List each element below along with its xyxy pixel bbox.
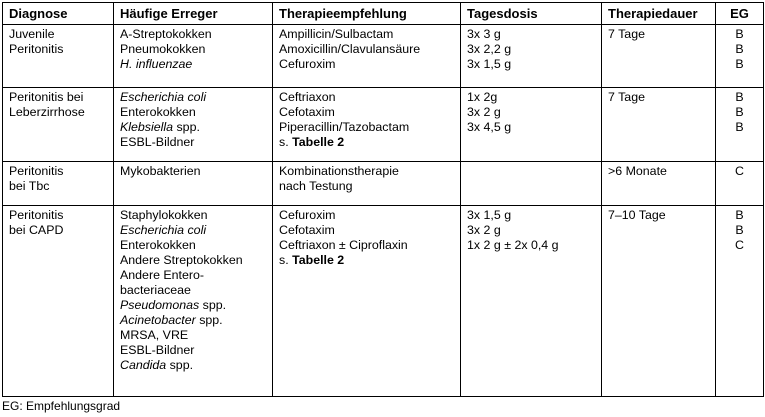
erreger-item — [120, 298, 266, 313]
eg-item: B — [735, 208, 744, 222]
erreger-italic: Candida — [120, 358, 167, 372]
eg-item: B — [735, 223, 744, 237]
cell-therapie — [273, 88, 461, 162]
eg-item: C — [735, 238, 744, 252]
header-eg: EG — [716, 3, 764, 25]
therapie-item: Cefotaxim — [279, 105, 335, 119]
cell-dauer — [602, 206, 716, 397]
dosis-item: 3x 2 g — [467, 105, 501, 119]
dosis-item: 3x 1,5 g — [467, 208, 512, 222]
erreger-item — [120, 313, 266, 328]
erreger-item — [120, 223, 266, 238]
erreger-item: ESBL-Bildner — [120, 135, 195, 149]
dauer-item: 7 Tage — [608, 27, 645, 41]
table-row — [3, 25, 764, 88]
therapy-table — [2, 2, 764, 397]
erreger-item: Enterokokken — [120, 105, 196, 119]
dosis-item: 1x 2 g ± 2x 0,4 g — [467, 238, 559, 252]
header-therapie: Therapieempfehlung — [273, 3, 461, 25]
dosis-item: 3x 1,5 g — [467, 57, 512, 71]
diagnose-line: Peritonitis — [9, 164, 64, 178]
eg-item: C — [735, 164, 744, 178]
cell-eg — [716, 88, 764, 162]
reference-prefix: s. — [279, 253, 293, 267]
erreger-item: Enterokokken — [120, 238, 196, 252]
erreger-item — [120, 120, 266, 135]
erreger-item: ESBL-Bildner — [120, 343, 195, 357]
erreger-italic: Escherichia coli — [120, 223, 207, 237]
erreger-item: Andere Streptokokken — [120, 253, 243, 267]
therapie-item: Cefuroxim — [279, 57, 336, 71]
cell-dauer — [602, 88, 716, 162]
dosis-item: 1x 2g — [467, 90, 498, 104]
diagnose-line: Juvenile — [9, 27, 55, 41]
therapie-item: Cefotaxim — [279, 223, 335, 237]
therapie-item: Amoxicillin/Clavulansäure — [279, 42, 421, 56]
reference-table-link: Tabelle 2 — [292, 135, 345, 149]
therapie-item: Cefuroxim — [279, 208, 336, 222]
therapie-item: Ceftriaxon — [279, 90, 336, 104]
therapie-item: Piperacillin/Tazobactam — [279, 120, 410, 134]
eg-item: B — [735, 120, 744, 134]
erreger-italic: Escherichia coli — [120, 90, 207, 104]
cell-dosis — [461, 206, 602, 397]
diagnose-line: Peritonitis bei — [9, 90, 84, 104]
cell-dauer — [602, 162, 716, 206]
header-erreger: Häufige Erreger — [114, 3, 273, 25]
erreger-item: MRSA, VRE — [120, 328, 189, 342]
therapie-item: Ceftriaxon ± Ciproflaxin — [279, 238, 408, 252]
eg-item: B — [735, 42, 744, 56]
erreger-suffix: spp. — [199, 298, 227, 312]
header-therapiedauer: Therapiedauer — [602, 3, 716, 25]
cell-eg — [716, 25, 764, 88]
cell-dosis — [461, 162, 602, 206]
erreger-italic: H. influenzae — [120, 57, 193, 71]
dauer-item: >6 Monate — [608, 164, 667, 178]
diagnose-line: Peritonitis — [9, 208, 64, 222]
dosis-item: 3x 2,2 g — [467, 42, 512, 56]
eg-item: B — [735, 27, 744, 41]
dauer-item: 7 Tage — [608, 90, 645, 104]
header-diagnose: Diagnose — [3, 3, 114, 25]
erreger-suffix: spp. — [166, 358, 194, 372]
table-row — [3, 88, 764, 162]
eg-item: B — [735, 90, 744, 104]
therapie-reference — [279, 253, 454, 268]
cell-therapie — [273, 206, 461, 397]
erreger-item — [120, 90, 266, 105]
erreger-item: Pneumokokken — [120, 42, 206, 56]
cell-erreger — [114, 88, 273, 162]
eg-item: B — [735, 57, 744, 71]
table-footnote: EG: Empfehlungsgrad — [2, 399, 121, 413]
cell-dauer — [602, 25, 716, 88]
erreger-italic: Klebsiella — [120, 120, 174, 134]
cell-diagnose — [3, 25, 114, 88]
therapie-item: Kombinationstherapie — [279, 164, 399, 178]
dosis-item: 3x 3 g — [467, 27, 501, 41]
cell-erreger — [114, 206, 273, 397]
erreger-item: Mykobakterien — [120, 164, 201, 178]
dauer-item: 7–10 Tage — [608, 208, 666, 222]
therapie-item: Ampillicin/Sulbactam — [279, 27, 394, 41]
erreger-item: Andere Entero- — [120, 268, 205, 282]
cell-diagnose — [3, 206, 114, 397]
erreger-italic: Acinetobacter — [120, 313, 196, 327]
erreger-item — [120, 358, 266, 373]
erreger-item: Staphylokokken — [120, 208, 208, 222]
cell-diagnose — [3, 88, 114, 162]
diagnose-line: Leberzirrhose — [9, 105, 85, 119]
table-header-row — [3, 3, 764, 25]
erreger-item: A-Streptokokken — [120, 27, 212, 41]
cell-therapie — [273, 162, 461, 206]
therapie-reference — [279, 135, 454, 150]
header-tagesdosis: Tagesdosis — [461, 3, 602, 25]
erreger-suffix: spp. — [173, 120, 200, 134]
dosis-item: 3x 4,5 g — [467, 120, 512, 134]
erreger-item: bacteriaceae — [120, 283, 191, 297]
erreger-item — [120, 57, 266, 72]
cell-eg — [716, 162, 764, 206]
cell-dosis — [461, 25, 602, 88]
table-row — [3, 206, 764, 397]
cell-dosis — [461, 88, 602, 162]
reference-table-link: Tabelle 2 — [292, 253, 345, 267]
diagnose-line: bei Tbc — [9, 179, 50, 193]
cell-diagnose — [3, 162, 114, 206]
erreger-italic: Pseudomonas — [120, 298, 200, 312]
diagnose-line: Peritonitis — [9, 42, 64, 56]
cell-erreger — [114, 162, 273, 206]
eg-item: B — [735, 105, 744, 119]
table-row — [3, 162, 764, 206]
reference-prefix: s. — [279, 135, 293, 149]
diagnose-line: bei CAPD — [9, 223, 64, 237]
dosis-item: 3x 2 g — [467, 223, 501, 237]
therapie-item: nach Testung — [279, 179, 353, 193]
cell-eg — [716, 206, 764, 397]
cell-erreger — [114, 25, 273, 88]
erreger-suffix: spp. — [195, 313, 223, 327]
cell-therapie — [273, 25, 461, 88]
